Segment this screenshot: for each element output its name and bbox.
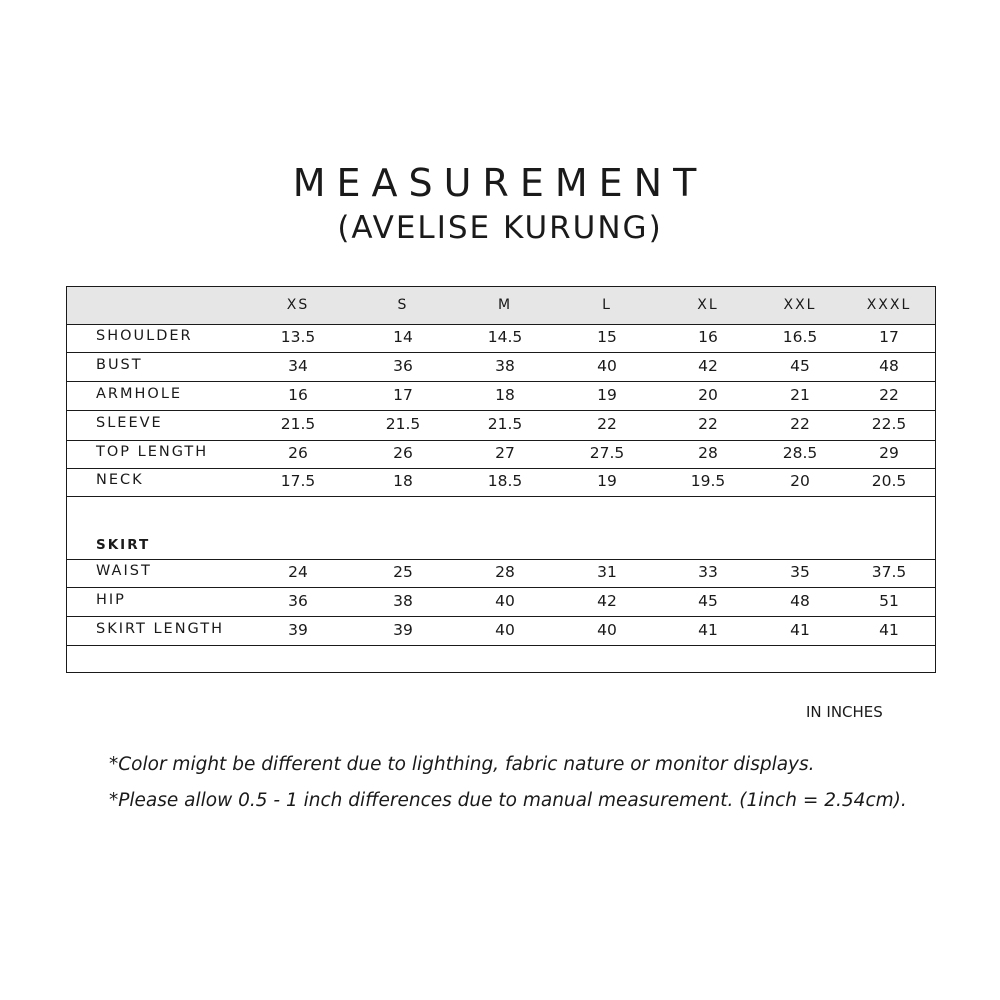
measurement-value: 21.5 [385, 415, 421, 433]
page-title: MEASUREMENT [292, 161, 708, 205]
size-header-xxl: XXL [783, 297, 817, 313]
measurement-value: 39 [393, 620, 413, 639]
table-blank-row [67, 646, 935, 673]
measurement-value: 18 [495, 385, 515, 404]
table-row [67, 382, 935, 411]
measurement-value: 21.5 [280, 415, 316, 433]
measurement-value: 25 [393, 563, 413, 581]
table-header-row [67, 287, 935, 325]
measurement-label: NECK [96, 472, 144, 488]
measurement-value: 27.5 [589, 444, 625, 462]
measurement-value: 18.5 [487, 472, 523, 490]
skirt-section-heading: SKIRT [96, 537, 151, 553]
measurement-value: 16 [698, 328, 718, 346]
size-header-l: L [602, 297, 612, 313]
table-row [67, 325, 935, 353]
measurement-value: 31 [597, 563, 617, 581]
table-row [67, 588, 935, 617]
measurement-value: 28 [698, 444, 718, 462]
measurement-value: 13.5 [280, 328, 316, 346]
size-header-xl: XL [697, 297, 719, 313]
measurement-value: 14.5 [487, 328, 523, 346]
measurement-value: 14 [393, 328, 413, 346]
measurement-value: 45 [790, 356, 810, 375]
measurement-value: 41 [879, 620, 899, 639]
measurement-value: 20 [790, 472, 810, 490]
measurement-value: 27 [495, 444, 515, 462]
measurement-label: HIP [96, 591, 126, 608]
skirt-section-heading-row [67, 497, 935, 560]
note-color: *Color might be different due to lighthing, fabric nature or monitor displays. [109, 754, 815, 775]
measurement-value: 35 [790, 563, 810, 581]
measurement-label: BUST [96, 356, 143, 373]
measurement-label: SHOULDER [96, 328, 193, 344]
measurement-value: 36 [393, 356, 413, 375]
measurement-value: 21 [790, 385, 810, 404]
size-header-xxxl: XXXL [866, 297, 912, 313]
measurement-value: 26 [288, 444, 308, 462]
measurement-label: SLEEVE [96, 415, 163, 431]
measurement-value: 41 [698, 620, 718, 639]
measurement-value: 38 [495, 356, 515, 375]
table-row [67, 469, 935, 497]
measurement-value: 18 [393, 472, 413, 490]
measurement-value: 48 [790, 591, 810, 610]
page-subtitle: (AVELISE KURUNG) [337, 210, 663, 246]
measurement-value: 22 [879, 385, 899, 404]
measurement-value: 17.5 [280, 472, 316, 490]
measurement-value: 40 [495, 591, 515, 610]
measurement-value: 40 [597, 356, 617, 375]
measurement-value: 16 [288, 385, 308, 404]
measurement-value: 15 [597, 328, 617, 346]
size-chart-table [66, 286, 936, 673]
measurement-value: 40 [597, 620, 617, 639]
measurement-value: 19 [597, 385, 617, 404]
size-header-m: M [497, 297, 513, 313]
table-row [67, 441, 935, 469]
measurement-value: 28 [495, 563, 515, 581]
unit-label: IN INCHES [806, 703, 883, 721]
measurement-label: WAIST [96, 563, 152, 579]
measurement-value: 34 [288, 356, 308, 375]
measurement-value: 42 [597, 591, 617, 610]
measurement-value: 16.5 [782, 328, 818, 346]
measurement-value: 19.5 [690, 472, 726, 490]
table-row [67, 353, 935, 382]
measurement-value: 20.5 [871, 472, 907, 490]
table-row [67, 617, 935, 646]
measurement-value: 51 [879, 591, 899, 610]
note-measurement: *Please allow 0.5 - 1 inch differences due to manual measurement. (1inch = 2.54cm). [109, 790, 907, 811]
measurement-value: 22 [597, 415, 617, 433]
measurement-value: 26 [393, 444, 413, 462]
size-header-s: S [397, 297, 409, 313]
measurement-value: 17 [879, 328, 899, 346]
measurement-value: 48 [879, 356, 899, 375]
measurement-value: 39 [288, 620, 308, 639]
measurement-value: 20 [698, 385, 718, 404]
measurement-value: 22.5 [871, 415, 907, 433]
measurement-value: 37.5 [871, 563, 907, 581]
table-row [67, 560, 935, 588]
measurement-value: 45 [698, 591, 718, 610]
measurement-value: 29 [879, 444, 899, 462]
measurement-value: 19 [597, 472, 617, 490]
measurement-value: 22 [698, 415, 718, 433]
measurement-label: ARMHOLE [96, 385, 183, 402]
measurement-value: 36 [288, 591, 308, 610]
measurement-value: 17 [393, 385, 413, 404]
table-row [67, 411, 935, 441]
measurement-value: 24 [288, 563, 308, 581]
measurement-value: 40 [495, 620, 515, 639]
measurement-value: 28.5 [782, 444, 818, 462]
measurement-value: 38 [393, 591, 413, 610]
measurement-value: 22 [790, 415, 810, 433]
size-header-xs: XS [286, 297, 310, 313]
measurement-label: SKIRT LENGTH [96, 620, 225, 637]
measurement-value: 42 [698, 356, 718, 375]
measurement-value: 41 [790, 620, 810, 639]
measurement-value: 33 [698, 563, 718, 581]
measurement-label: TOP LENGTH [96, 444, 209, 460]
measurement-value: 21.5 [487, 415, 523, 433]
